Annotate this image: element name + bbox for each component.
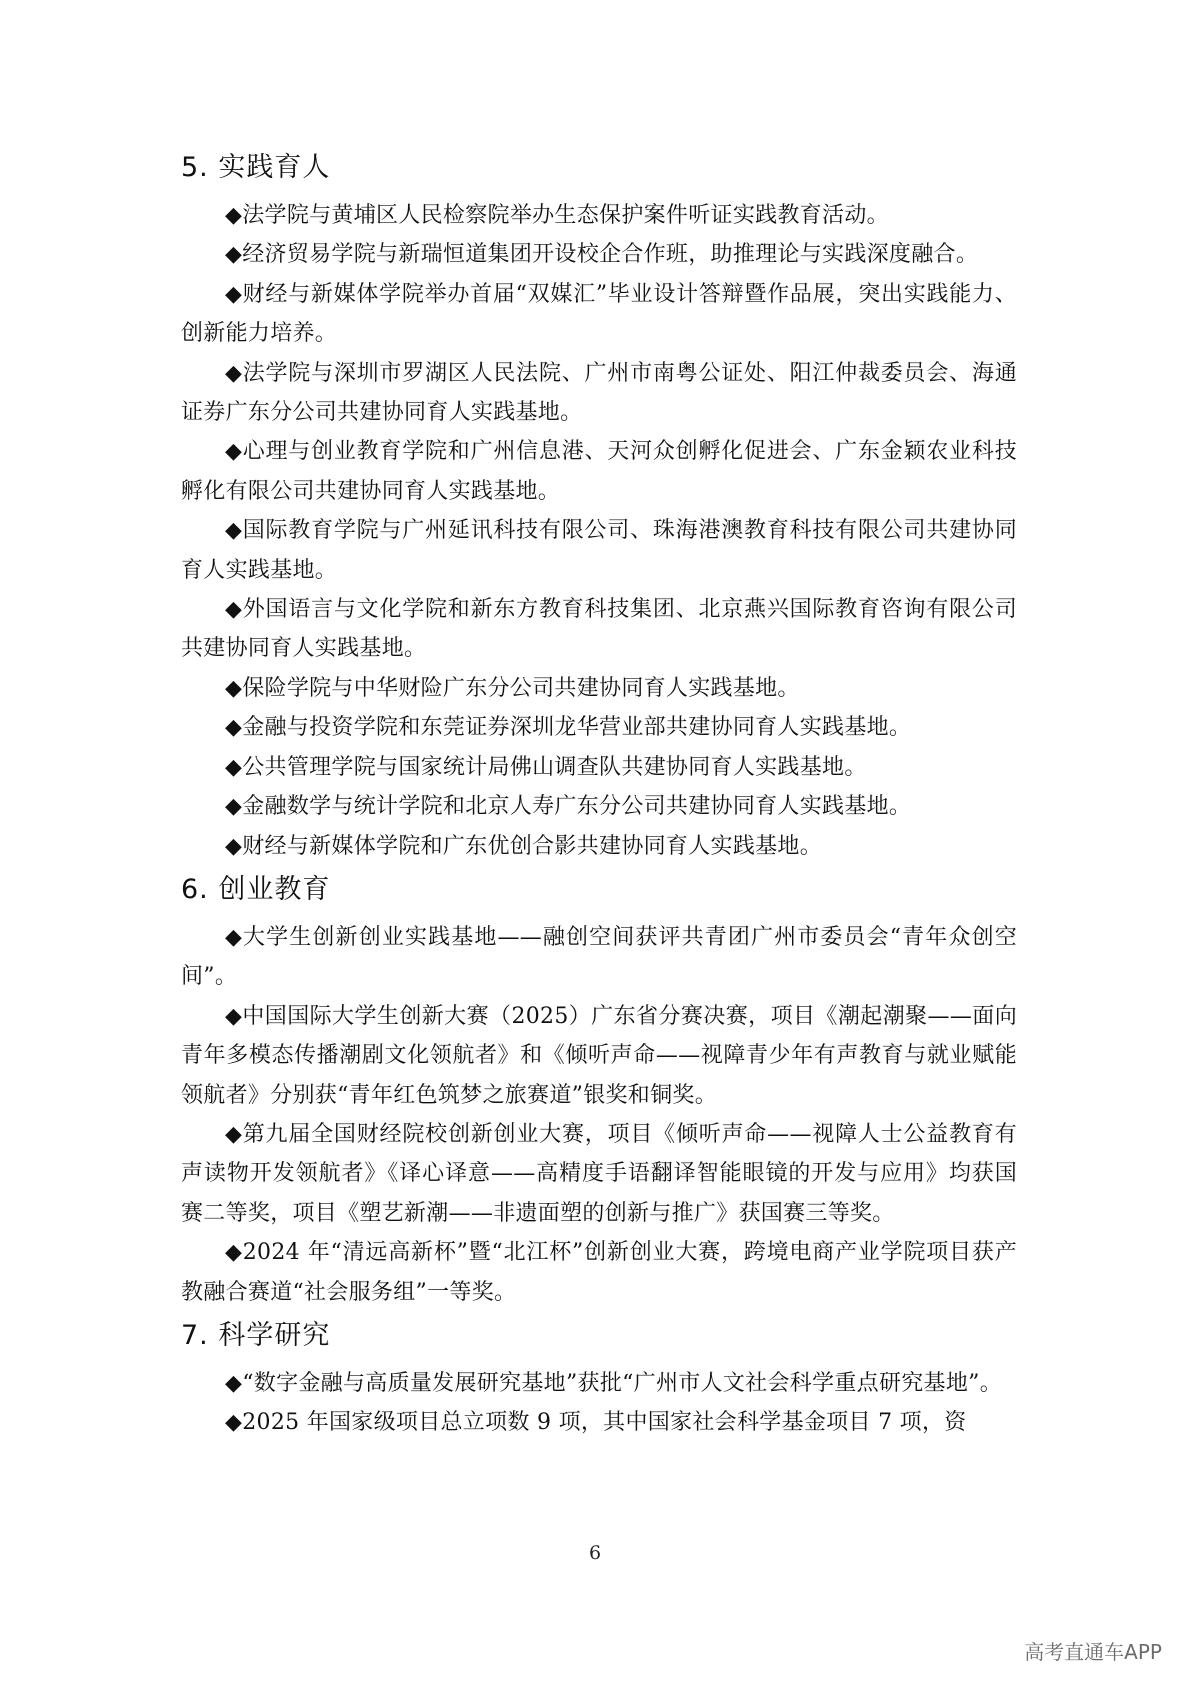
watermark: 高考直通车APP: [1024, 1640, 1162, 1664]
list-item: ◆经济贸易学院与新瑞恒道集团开设校企合作班，助推理论与实践深度融合。: [225, 242, 979, 268]
list-item: ◆2025 年国家级项目总立项数 9 项，其中国家社会科学基金项目 7 项，资: [225, 1410, 967, 1436]
section-heading: 6. 创业教育: [181, 873, 331, 905]
list-item: ◆法学院与深圳市罗湖区人民法院、广州市南粤公证处、阳江仲裁委员会、海通证券广东分公司共建协同育人实践基地。: [181, 360, 1017, 426]
list-item: ◆心理与创业教育学院和广州信息港、天河众创孵化促进会、广东金颖农业科技孵化有限公司共建协同育人实践基地。: [181, 439, 1017, 504]
list-item: ◆财经与新媒体学院和广东优创合影共建协同育人实践基地。: [225, 833, 823, 859]
list-item: ◆“数字金融与高质量发展研究基地”获批“广州市人文社会科学重点研究基地”。: [225, 1370, 1003, 1396]
list-item: ◆国际教育学院与广州延讯科技有限公司、珠海港澳教育科技有限公司共建协同育人实践基地。: [181, 518, 1017, 583]
page-number: 6: [588, 1542, 602, 1564]
list-item: ◆大学生创新创业实践基地——融创空间获评共青团广州市委员会“青年众创空间”。: [181, 924, 1017, 990]
list-item: ◆金融数学与统计学院和北京人寿广东分公司共建协同育人实践基地。: [225, 794, 912, 820]
list-item: ◆2024 年“清远高新杯”暨“北江杯”创新创业大赛，跨境电商产业学院项目获产教融合赛道“社会服务组”一等奖。: [181, 1240, 1017, 1305]
list-item: ◆第九届全国财经院校创新创业大赛，项目《倾听声命——视障人士公益教育有声读物开发领航者》《译心译意——高精度手语翻译智能眼镜的开发与应用》均获国赛二等奖，项目《塑艺新潮——非遗面塑的创新与推广》获国赛三等奖。: [181, 1121, 1017, 1226]
list-item: ◆财经与新媒体学院举办首届“双媒汇”毕业设计答辩暨作品展，突出实践能力、创新能力培养。: [181, 281, 1017, 347]
list-item: ◆公共管理学院与国家统计局佛山调查队共建协同育人实践基地。: [225, 754, 867, 780]
section-heading: 7. 科学研究: [181, 1319, 331, 1351]
list-item: ◆金融与投资学院和东莞证券深圳龙华营业部共建协同育人实践基地。: [225, 715, 912, 741]
list-item: ◆保险学院与中华财险广东分公司共建协同育人实践基地。: [225, 675, 800, 701]
list-item: ◆外国语言与文化学院和新东方教育科技集团、北京燕兴国际教育咨询有限公司共建协同育人实践基地。: [181, 597, 1017, 662]
list-item: ◆法学院与黄埔区人民检察院举办生态保护案件听证实践教育活动。: [225, 203, 889, 228]
list-item: ◆中国国际大学生创新大赛（2025）广东省分赛决赛，项目《潮起潮聚——面向青年多模态传播潮剧文化领航者》和《倾听声命——视障青少年有声教育与就业赋能领航者》分别获“青年红色筑梦之旅赛道”银奖和铜奖。: [181, 1003, 1017, 1108]
section-heading: 5. 实践育人: [181, 152, 331, 183]
document-page: [181, 150, 1017, 1443]
